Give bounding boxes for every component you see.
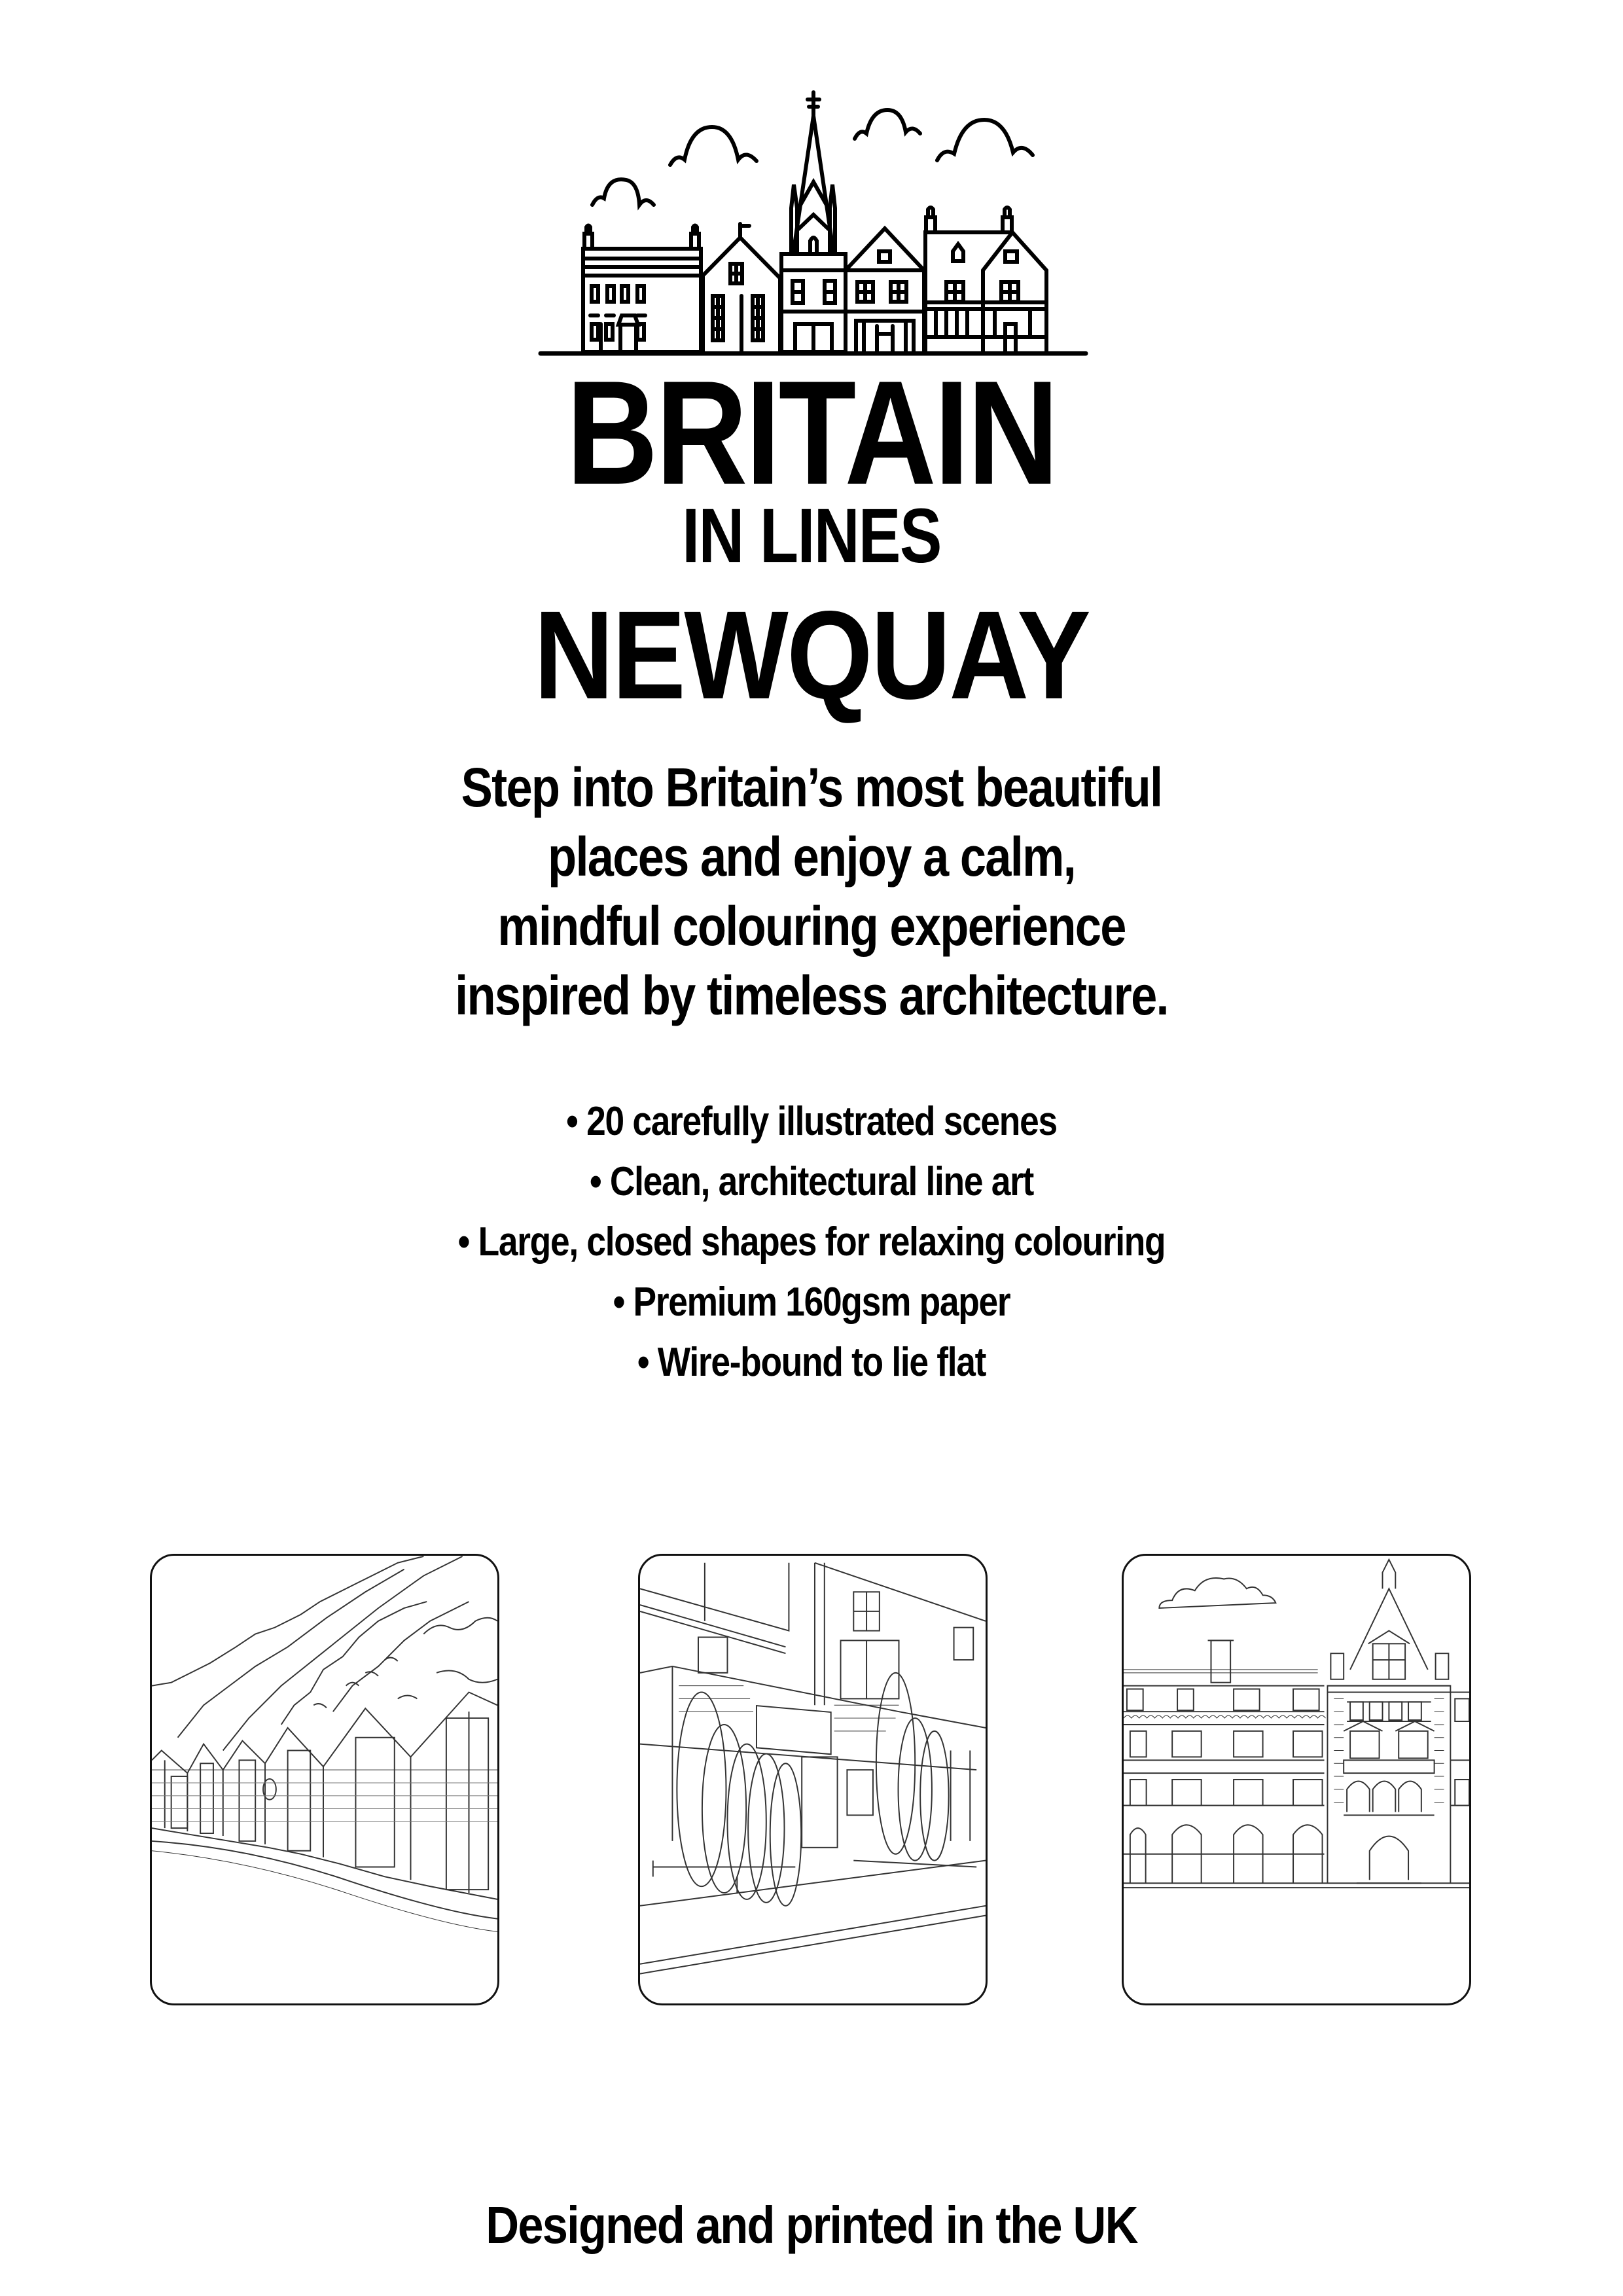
brand-subtitle: IN LINES bbox=[682, 493, 941, 579]
feature-item: • 20 carefully illustrated scenes bbox=[566, 1099, 1057, 1144]
preview-victorian-hotel bbox=[1122, 1554, 1471, 2005]
brand-title: BRITAIN bbox=[566, 350, 1057, 515]
tagline bbox=[0, 753, 1623, 1030]
feature-item: • Large, closed shapes for relaxing colouring bbox=[457, 1219, 1166, 1265]
location-title: NEWQUAY bbox=[533, 584, 1090, 725]
footer-text: Designed and printed in the UK bbox=[486, 2196, 1137, 2254]
preview-surf-shop bbox=[638, 1554, 988, 2005]
tagline-line: inspired by timeless architecture. bbox=[455, 965, 1168, 1026]
townscape-skyline-icon bbox=[0, 0, 1623, 393]
tagline-line: places and enjoy a calm, bbox=[548, 826, 1075, 888]
feature-item: • Clean, architectural line art bbox=[589, 1159, 1034, 1204]
feature-item: • Premium 160gsm paper bbox=[613, 1280, 1010, 1325]
surf-shop-street-illustration-icon bbox=[640, 1556, 986, 2003]
feature-list bbox=[0, 1092, 1623, 1393]
tagline-line: mindful colouring experience bbox=[497, 895, 1126, 957]
preview-beach-huts bbox=[150, 1554, 499, 2005]
victorian-building-illustration-icon bbox=[1124, 1556, 1469, 2003]
feature-item: • Wire-bound to lie flat bbox=[637, 1340, 986, 1385]
tagline-line: Step into Britain’s most beautiful bbox=[461, 757, 1162, 818]
beach-huts-illustration-icon bbox=[152, 1556, 497, 2003]
